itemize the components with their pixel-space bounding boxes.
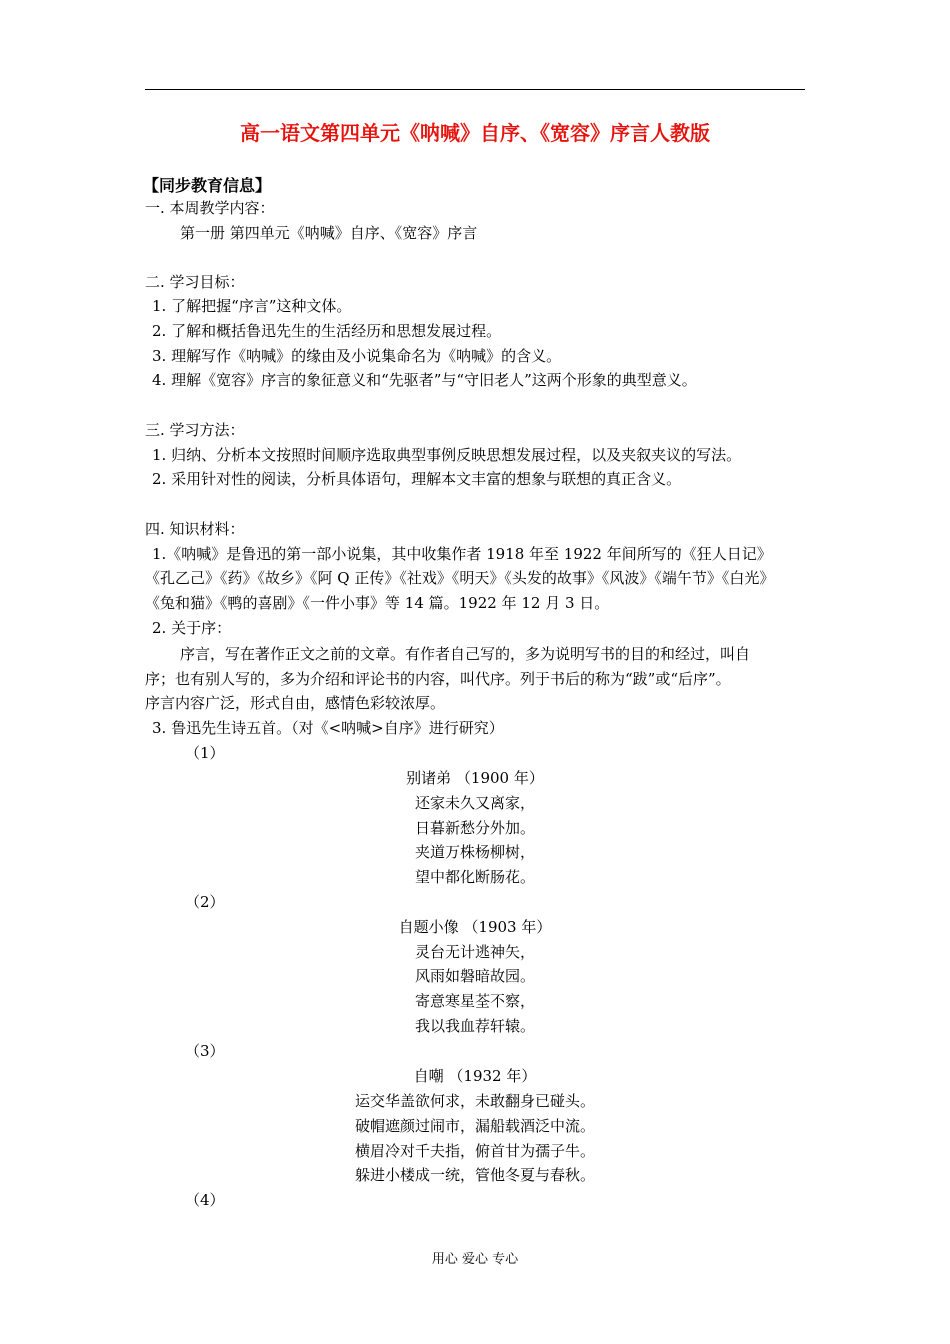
poem-line: 风雨如磐暗故园。 [414,967,535,985]
poem-number: （2） [185,893,225,911]
preface-paragraph-line: 序言，写在著作正文之前的文章。有作者自己写的，多为说明写书的目的和经过，叫自 [180,645,751,663]
goal-item: 1. 了解把握“序言”这种文体。 [152,297,352,315]
preface-paragraph-line: 序言内容广泛，形式自由，感情色彩较浓厚。 [145,694,446,712]
goal-item: 2. 了解和概括鲁迅先生的生活经历和思想发展过程。 [152,322,502,340]
preface-heading: 2. 关于序： [152,619,232,637]
material-paragraph-line: 《孔乙己》《药》《故乡》《阿 Q 正传》《社戏》《明天》《头发的故事》《风波》《端午节》《白光》 [145,569,775,587]
poem-line: 破帽遮颜过闹市，漏船载酒泛中流。 [354,1117,595,1135]
document-title: 高一语文第四单元《呐喊》自序、《宽容》序言人教版 [240,121,710,145]
poem-line: 还家未久又离家， [414,794,535,812]
info-heading: 【同步教育信息】 [143,176,272,195]
poem-line: 我以我血荐轩辕。 [414,1017,535,1035]
poem-line: 寄意寒星荃不察， [414,992,535,1010]
method-item: 2. 采用针对性的阅读，分析具体语句，理解本文丰富的想象与联想的真正含义。 [152,470,682,488]
goal-item: 3. 理解写作《呐喊》的缘由及小说集命名为《呐喊》的含义。 [152,347,562,365]
poem-line: 日暮新愁分外加。 [414,819,535,837]
poem-line: 运交华盖欲何求，未敢翻身已碰头。 [354,1092,595,1110]
poem-title: 自嘲 （1932 年） [413,1067,537,1085]
header-rule [145,89,805,90]
poem-line: 夹道万株杨柳树， [414,843,535,861]
material-paragraph-line: 1.《呐喊》是鲁迅的第一部小说集，其中收集作者 1918 年至 1922 年间所写的《狂人日记》 [152,545,772,563]
poem-number: （1） [185,744,225,762]
material-paragraph-line: 《兔和猫》《鸭的喜剧》《一件小事》等 14 篇。1922 年 12 月 3 日。 [145,594,610,612]
poem-line: 躲进小楼成一统，管他冬夏与春秋。 [354,1166,595,1184]
poem-line: 横眉冷对千夫指，俯首甘为孺子牛。 [354,1142,595,1160]
section1-heading: 一. 本周教学内容： [145,199,275,217]
poem-number: （4） [185,1191,225,1209]
method-item: 1. 归纳、分析本文按照时间顺序选取典型事例反映思想发展过程，以及夹叙夹议的写法。 [152,446,742,464]
poem-number: （3） [185,1042,225,1060]
section4-heading: 四. 知识材料： [145,520,245,538]
poems-heading: 3. 鲁迅先生诗五首。（对《<呐喊>自序》进行研究） [152,719,504,737]
section3-heading: 三. 学习方法： [145,421,245,439]
preface-paragraph-line: 序；也有别人写的，多为介绍和评论书的内容，叫代序。列于书后的称为“跋”或“后序”。 [145,670,731,688]
poem-line: 望中都化断肠花。 [414,868,535,886]
poem-title: 自题小像 （1903 年） [398,918,552,936]
goal-item: 4. 理解《宽容》序言的象征意义和“先驱者”与“守旧老人”这两个形象的典型意义。 [152,371,697,389]
poem-title: 别诸弟 （1900 年） [406,769,544,787]
section2-heading: 二. 学习目标： [145,273,245,291]
section1-content: 第一册 第四单元《呐喊》自序、《宽容》序言 [180,224,478,242]
page-footer: 用心 爱心 专心 [431,1252,519,1267]
poem-line: 灵台无计逃神矢， [414,943,535,961]
